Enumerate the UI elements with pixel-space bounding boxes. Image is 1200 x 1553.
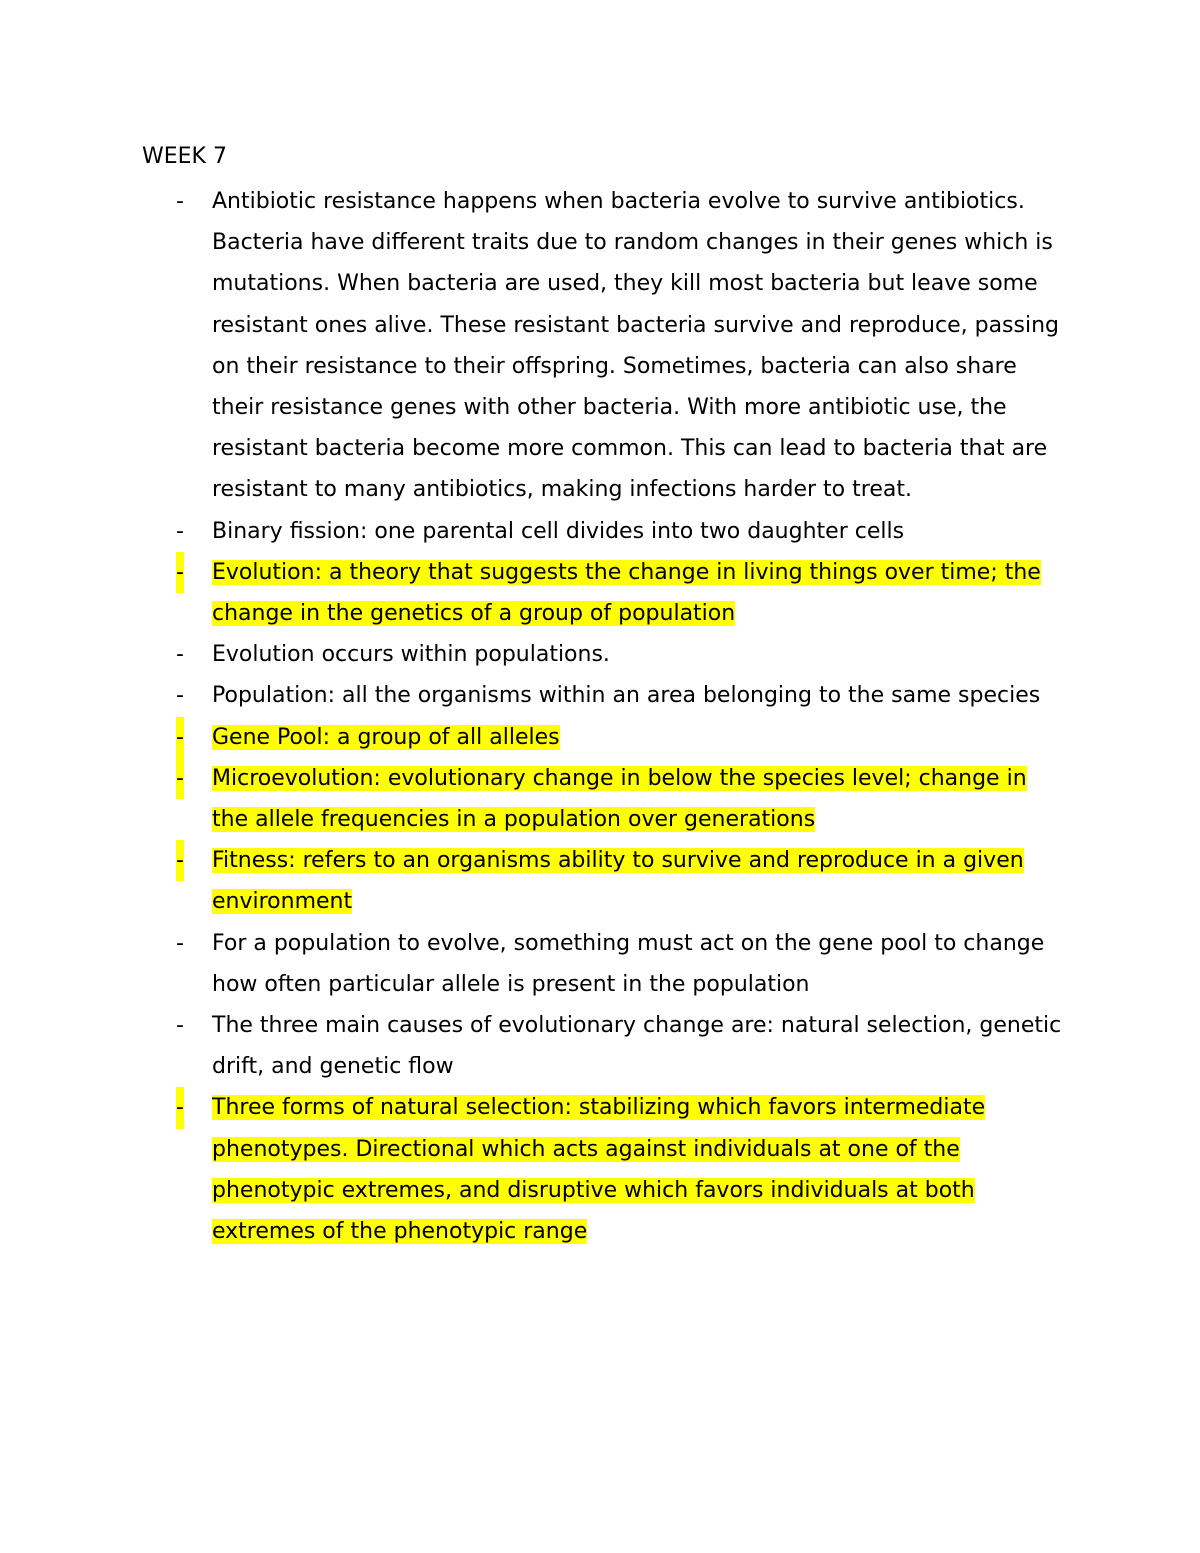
bullet-dash: -	[176, 518, 184, 544]
list-item-text: Three forms of natural selection: stabilizing which favors intermediate phenotypes. Directional which acts against individuals at one of the phenotypic extremes, and disruptive which favors individuals at both extremes of the phenotypic range	[212, 1095, 986, 1245]
list-item-text: Evolution: a theory that suggests the change in living things over time; the change in the genetics of a group of population	[212, 559, 1041, 627]
list-item-text: Gene Pool: a group of all alleles	[212, 724, 560, 750]
list-item-text: The three main causes of evolutionary change are: natural selection, genetic drift, and genetic flow	[212, 1013, 1062, 1080]
highlighted-list-item	[172, 552, 1062, 634]
list-item	[172, 1005, 1062, 1087]
list-item-text: Antibiotic resistance happens when bacteria evolve to survive antibiotics. Bacteria have different traits due to random changes in their genes which is mutations. When bacteria are used, they kill most bacteria but leave some resistant ones alive. These resistant bacteria survive and reproduce, passing on their resistance to their offspring. Sometimes, bacteria can also share their resistance genes with other bacteria. With more antibiotic use, the resistant bacteria become more common. This can lead to bacteria that are resistant to many antibiotics, making infections harder to treat.	[212, 189, 1059, 503]
highlighted-list-item	[172, 1087, 1062, 1252]
bullet-dash: -	[176, 758, 184, 799]
list-item-text: Population: all the organisms within an area belonging to the same species	[212, 683, 1041, 709]
bullet-dash: -	[176, 683, 184, 709]
list-item	[172, 181, 1062, 511]
bullet-dash: -	[176, 1087, 184, 1128]
list-item	[172, 634, 1062, 675]
bullet-dash: -	[176, 930, 184, 956]
bullet-dash: -	[176, 189, 184, 214]
list-item-text: Fitness: refers to an organisms ability to survive and reproduce in a given environment	[212, 848, 1024, 915]
list-item-text: Microevolution: evolutionary change in below the species level; change in the allele frequencies in a population over generations	[212, 765, 1027, 833]
list-item	[172, 511, 1062, 552]
highlighted-list-item	[172, 840, 1062, 922]
list-item	[172, 923, 1062, 1005]
list-item	[172, 675, 1062, 716]
list-item-text: Binary fission: one parental cell divides into two daughter cells	[212, 518, 905, 544]
highlighted-list-item	[172, 758, 1062, 840]
bullet-dash: -	[176, 1013, 184, 1039]
list-item-text: For a population to evolve, something must act on the gene pool to change how often particular allele is present in the population	[212, 930, 1045, 997]
bullet-dash: -	[176, 552, 184, 593]
list-item-text: Evolution occurs within populations.	[212, 642, 610, 668]
bullet-dash: -	[176, 840, 184, 881]
notes-list	[172, 181, 1062, 1252]
highlighted-list-item	[172, 717, 1062, 758]
bullet-dash: -	[176, 642, 184, 668]
bullet-dash: -	[176, 717, 184, 758]
page-heading: WEEK 7	[142, 144, 227, 169]
